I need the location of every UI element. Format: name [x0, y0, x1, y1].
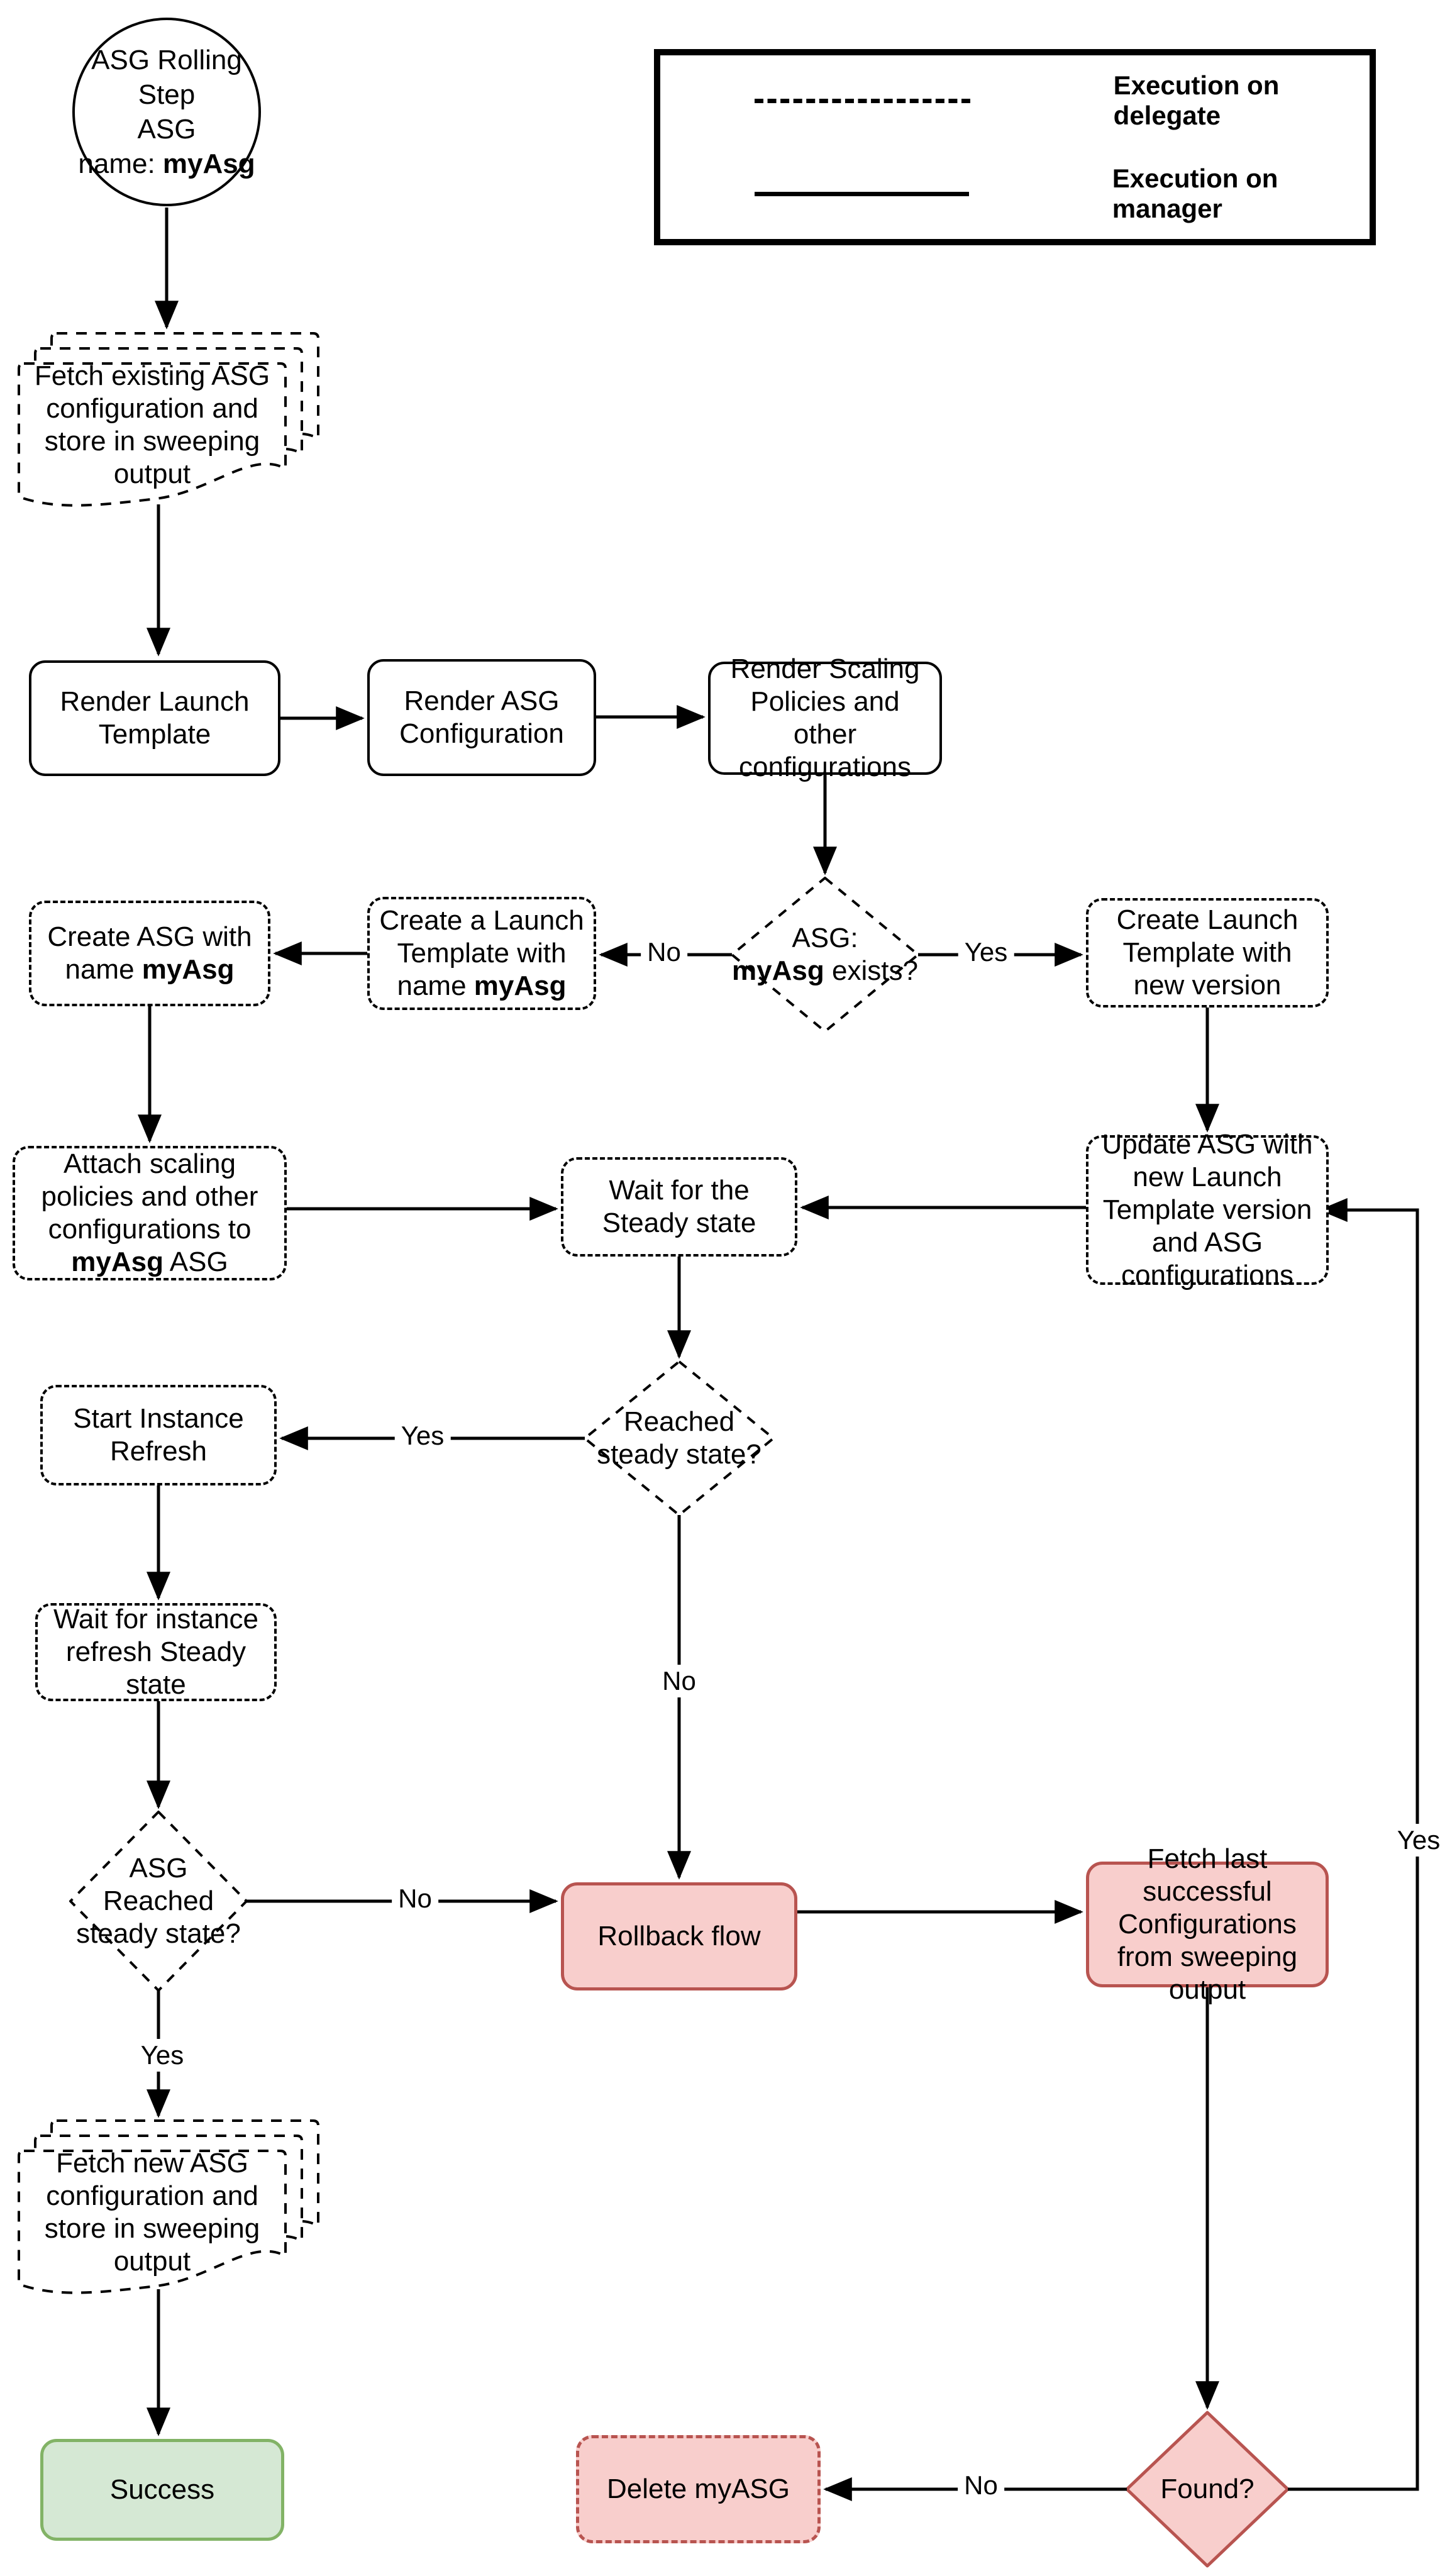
legend-row-manager: [660, 164, 1370, 224]
create-asg-label: Create ASG with name myAsg: [47, 921, 252, 985]
edge-label-asg-reached-no: No: [392, 1882, 438, 1915]
edge-label-reached-no: No: [656, 1665, 702, 1697]
edge-label-reached-yes: Yes: [395, 1419, 451, 1452]
legend-delegate-label: Execution on delegate: [1113, 70, 1280, 130]
legend-manager-label: Execution on manager: [1112, 164, 1278, 223]
asg-reached-steady-label: ASG Reached steady state?: [76, 1853, 241, 1949]
success-node: Success: [40, 2439, 284, 2541]
solid-line-sample: [755, 192, 969, 196]
start-node-label: ASG Rolling Step ASG name: myAsg: [78, 45, 255, 179]
edge-label-asg-reached-yes: Yes: [135, 2039, 191, 2072]
found-label: Found?: [1160, 2473, 1254, 2505]
edge-label-found-no: No: [958, 2469, 1004, 2502]
create-launch-template-named-label: Create a Launch Template with name myAsg: [379, 905, 584, 1001]
edge-label-found-yes: Yes: [1391, 1824, 1440, 1857]
fetch-new-document-shape: [19, 2121, 318, 2293]
edge-label-asg-exists-yes: Yes: [958, 936, 1014, 969]
start-node: [72, 18, 261, 206]
dashed-line-sample: [755, 99, 970, 103]
fetch-existing-document-shape: [19, 333, 318, 506]
start-instance-refresh-node: Start Instance Refresh: [40, 1385, 277, 1485]
edge-label-asg-exists-no: No: [641, 936, 687, 969]
asg-exists-diamond: [732, 878, 918, 1031]
found-diamond: [1127, 2412, 1288, 2566]
update-asg-node: Update ASG with new Launch Template version and ASG configurations: [1086, 1135, 1329, 1285]
fetch-new-node-label: Fetch new ASG configuration and store in sweeping output: [44, 2148, 260, 2277]
render-scaling-policies-node: Render Scaling Policies and other configurations: [708, 662, 942, 775]
reached-steady-label: Reached steady state?: [597, 1406, 762, 1470]
fetch-last-successful-node: Fetch last successful Configurations from sweeping output: [1086, 1862, 1329, 1987]
wait-instance-refresh-node: Wait for instance refresh Steady state: [35, 1603, 277, 1701]
attach-policies-label: Attach scaling policies and other configurations to myAsg ASG: [41, 1148, 258, 1277]
create-asg-node: [29, 901, 270, 1006]
rollback-flow-node: Rollback flow: [561, 1882, 797, 1990]
legend: [654, 49, 1376, 245]
attach-policies-node: [13, 1146, 287, 1280]
wait-steady-node: Wait for the Steady state: [561, 1157, 797, 1257]
fetch-existing-node-label: Fetch existing ASG configuration and store in sweeping output: [34, 360, 270, 489]
asg-reached-steady-diamond: [70, 1812, 246, 1990]
create-launch-template-named-node: [367, 897, 596, 1010]
legend-row-delegate: [660, 70, 1370, 131]
reached-steady-diamond: [585, 1362, 773, 1515]
render-asg-configuration-node: Render ASG Configuration: [367, 659, 596, 776]
create-launch-template-new-node: Create Launch Template with new version: [1086, 898, 1329, 1008]
delete-myasg-node: Delete myASG: [576, 2435, 821, 2543]
render-launch-template-node: Render Launch Template: [29, 660, 280, 776]
asg-exists-label: ASG: myAsg exists?: [732, 923, 918, 986]
